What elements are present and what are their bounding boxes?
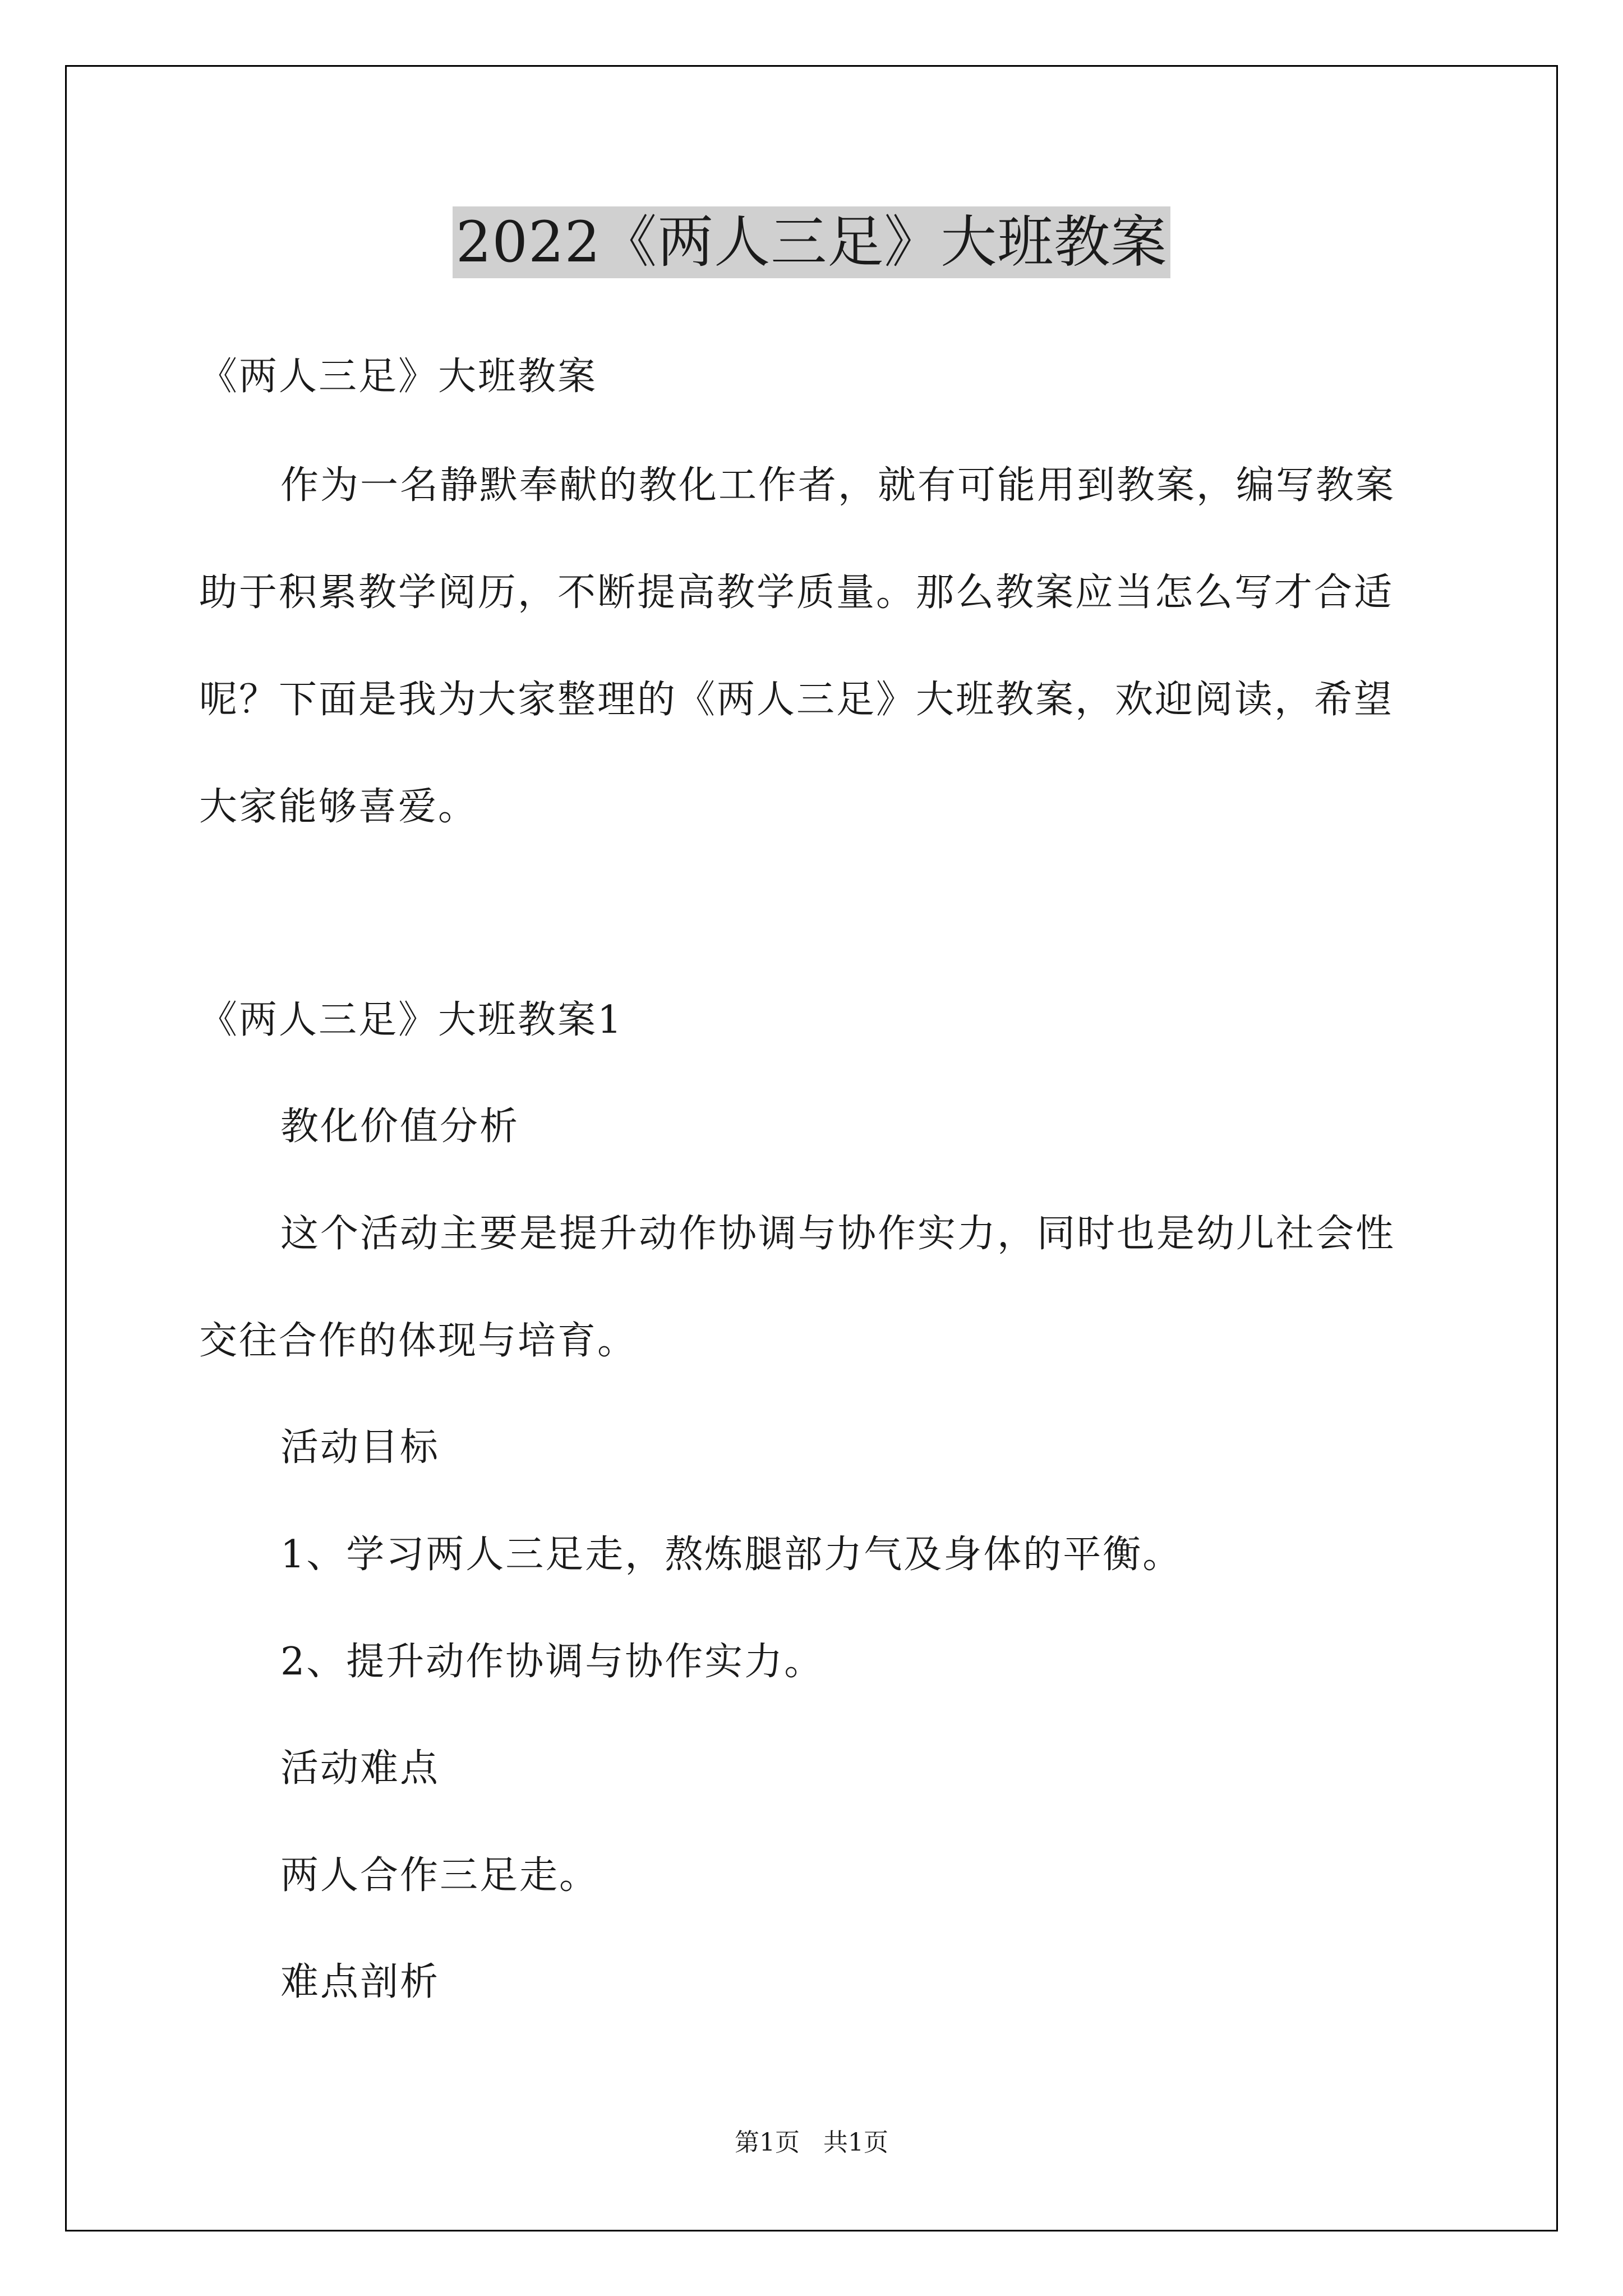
heading-difficulty-analysis: 难点剖析 [280,1960,440,2004]
heading-activity-goals: 活动目标 [280,1425,440,1470]
heading-value-analysis: 教化价值分析 [280,1105,520,1149]
goal-item-1: 1、学习两人三足走，熬炼腿部力气及身体的平衡。 [280,1533,1183,1577]
title-wrap [0,206,1623,278]
goal-item-2: 2、提升动作协调与协作实力。 [280,1640,824,1684]
difficulty-text: 两人合作三足走。 [280,1853,600,1898]
analysis-line-2: 交往合作的体现与培育。 [199,1319,638,1363]
footer-page-total: 共1页 [823,2128,888,2157]
page-footer [0,2127,1623,2159]
analysis-line-1: 这个活动主要是提升动作协调与协作实力，同时也是幼儿社会性 [280,1212,1396,1256]
heading-difficulty: 活动难点 [280,1746,440,1791]
subtitle-line: 《两人三足》大班教案 [199,355,598,399]
intro-line-3: 呢？下面是我为大家整理的《两人三足》大班教案，欢迎阅读，希望 [199,678,1394,722]
section-heading: 《两人三足》大班教案1 [199,998,624,1042]
intro-line-4: 大家能够喜爱。 [199,785,478,829]
footer-page-number: 第1页 [735,2128,800,2157]
intro-line-1: 作为一名静默奉献的教化工作者，就有可能用到教案，编写教案 [280,463,1396,508]
intro-line-2: 助于积累教学阅历，不断提高教学质量。那么教案应当怎么写才合适 [199,570,1394,615]
document-title: 2022《两人三足》大班教案 [453,206,1171,278]
